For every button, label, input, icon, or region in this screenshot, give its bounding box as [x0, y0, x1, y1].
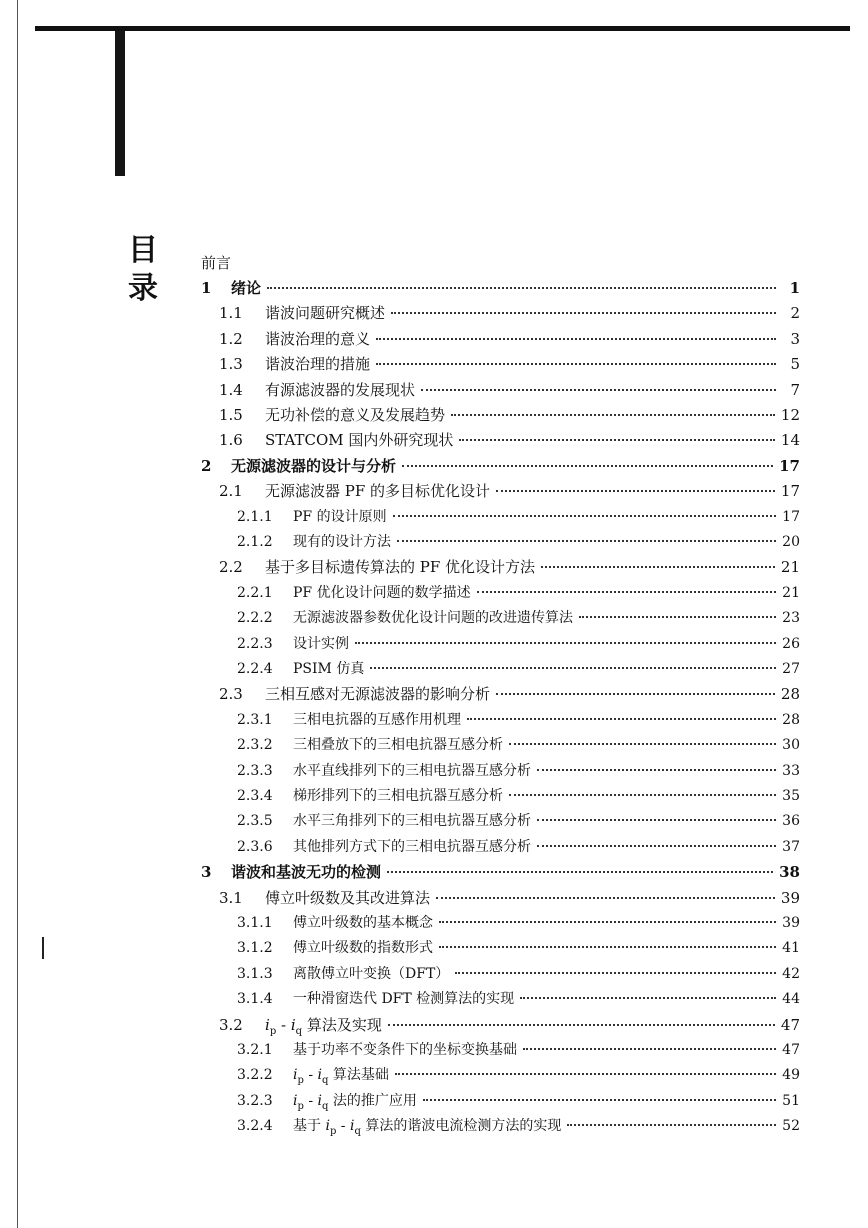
- toc-entry[interactable]: [219, 379, 800, 401]
- dot-leader: [397, 539, 776, 542]
- dot-leader: [370, 666, 776, 669]
- toc-entry-number: 2.2.4: [237, 661, 273, 677]
- toc-entry[interactable]: [237, 582, 800, 604]
- toc-entry-title: $i_p - i_q$ 算法基础: [293, 1067, 389, 1087]
- toc-entry[interactable]: [219, 1014, 800, 1036]
- dot-leader: [496, 692, 775, 695]
- page-left-border: [17, 0, 18, 1228]
- toc-entry-number: 2.3: [219, 685, 243, 704]
- toc-entry-page: 47: [780, 1015, 800, 1034]
- toc-entry[interactable]: [237, 912, 800, 934]
- dot-leader: [541, 565, 775, 568]
- toc-entry-number: 2.3.3: [237, 762, 273, 779]
- dot-leader: [496, 489, 775, 492]
- toc-entry-title: 一种滑窗迭代 DFT 检测算法的实现: [293, 991, 515, 1008]
- toc-entry-page: 52: [782, 1118, 800, 1135]
- dot-leader: [439, 945, 776, 948]
- toc-entry-page: 17: [782, 508, 800, 525]
- toc-entry-number: 2.2: [219, 558, 243, 577]
- toc-entry-page: 2: [790, 304, 800, 323]
- toc-entry[interactable]: [219, 683, 800, 705]
- toc-entry[interactable]: [237, 1064, 800, 1086]
- toc-entry[interactable]: [201, 277, 800, 299]
- toc-entry-number: 1.1: [219, 304, 243, 323]
- dot-leader: [376, 362, 776, 365]
- dot-leader: [421, 388, 776, 391]
- toc-entry-number: 3.2: [219, 1015, 243, 1034]
- toc-entry-title: 谐波治理的措施: [265, 355, 371, 374]
- toc-entry-number: 2: [201, 456, 212, 475]
- toc-entry-title: 傅立叶级数的指数形式: [293, 940, 433, 957]
- dot-leader: [393, 514, 776, 517]
- toc-entry-page: 37: [782, 838, 800, 855]
- toc-entry[interactable]: [237, 734, 800, 756]
- toc-entry[interactable]: [237, 531, 800, 553]
- toc-entry[interactable]: [219, 404, 800, 426]
- toc-entry-title: 水平直线排列下的三相电抗器互感分析: [293, 762, 531, 779]
- dot-leader: [567, 1123, 776, 1126]
- dot-leader: [477, 590, 776, 593]
- toc-entry-page: 3: [790, 329, 800, 348]
- toc-entry-title: 基于 $i_p - i_q$ 算法的谐波电流检测方法的实现: [293, 1118, 562, 1137]
- toc-entry-number: 2.3.5: [237, 813, 273, 830]
- toc-heading-char-1: 目: [128, 233, 158, 268]
- toc-entry-page: 17: [779, 456, 800, 475]
- toc-entry-number: 1: [201, 279, 212, 297]
- toc-entry-title: STATCOM 国内外研究现状: [265, 431, 454, 450]
- toc-entry-title: $i_p - i_q$ 法的推广应用: [293, 1092, 417, 1112]
- toc-entry-page: 42: [782, 965, 800, 982]
- dot-leader: [439, 920, 776, 923]
- toc-entry[interactable]: [237, 836, 800, 858]
- toc-entry-page: 33: [782, 762, 800, 779]
- dot-leader: [579, 615, 776, 618]
- dot-leader: [267, 286, 776, 289]
- dot-leader: [395, 1072, 776, 1075]
- toc-entry-page: 21: [782, 584, 800, 601]
- toc-entry-title: PF 的设计原则: [293, 508, 387, 525]
- toc-entry-page: 36: [782, 813, 800, 830]
- toc-entry-title: 有源滤波器的发展现状: [265, 380, 416, 399]
- toc-entry-number: 1.2: [219, 329, 243, 348]
- toc-entry[interactable]: [237, 709, 800, 731]
- toc-entry-page: 38: [779, 863, 800, 882]
- dot-leader: [391, 311, 776, 314]
- dot-leader: [436, 896, 775, 899]
- toc-entry-number: 2.1.1: [237, 508, 273, 525]
- toc-entry-page: 47: [782, 1042, 800, 1058]
- toc-entry-title: 梯形排列下的三相电抗器互感分析: [293, 788, 503, 804]
- toc-entry[interactable]: [201, 455, 800, 477]
- toc-entry[interactable]: [219, 429, 800, 451]
- toc-entry-number: 2.1: [219, 482, 243, 501]
- toc-entry-number: 2.3.2: [237, 737, 273, 754]
- toc-entry-number: 3.1.1: [237, 915, 273, 931]
- toc-entry-title: 离散傅立叶变换（DFT）: [293, 965, 450, 982]
- dot-leader: [509, 742, 776, 745]
- toc-entry-page: 44: [782, 991, 800, 1008]
- toc-entry-page: 51: [782, 1092, 800, 1109]
- toc-entry[interactable]: [219, 556, 800, 578]
- toc-entry-title: PSIM 仿真: [293, 661, 365, 677]
- toc-entry-number: 3.1: [219, 888, 243, 907]
- toc-entry[interactable]: [237, 810, 800, 832]
- dot-leader: [537, 818, 776, 821]
- dot-leader: [520, 996, 776, 999]
- toc-entry-number: 3.2.1: [237, 1042, 273, 1058]
- toc-entry-number: 2.2.3: [237, 635, 273, 652]
- toc-entry-title: $i_p - i_q$ 算法及实现: [265, 1015, 382, 1037]
- toc-entry[interactable]: [237, 658, 800, 680]
- toc-entry[interactable]: [219, 302, 800, 324]
- dot-leader: [537, 768, 776, 771]
- toc-entry[interactable]: [237, 506, 800, 528]
- toc-entry-title: 基于功率不变条件下的坐标变换基础: [293, 1042, 517, 1058]
- toc-entry-page: 21: [780, 558, 800, 577]
- toc-entry-page: 1: [789, 279, 800, 297]
- toc-entry-number: 3.2.3: [237, 1092, 273, 1109]
- toc-entry-page: 12: [780, 406, 800, 424]
- toc-entry-title: 无源滤波器参数优化设计问题的改进遗传算法: [293, 610, 573, 627]
- toc-entry[interactable]: [237, 1090, 800, 1112]
- toc-entry-title: 无源滤波器 PF 的多目标优化设计: [265, 482, 491, 501]
- toc-entry-title: 三相互感对无源滤波器的影响分析: [265, 685, 491, 704]
- toc-entry-number: 2.1.2: [237, 534, 273, 550]
- dot-leader: [509, 793, 776, 796]
- dot-leader: [423, 1098, 776, 1101]
- toc-entry-title: 无功补偿的意义及发展趋势: [265, 406, 446, 424]
- toc-entry-title: 现有的设计方法: [293, 534, 391, 550]
- dot-leader: [387, 870, 773, 873]
- toc-entry-page: 23: [782, 610, 800, 627]
- toc-entry-page: 41: [782, 940, 800, 957]
- toc-entry-page: 26: [782, 635, 800, 652]
- toc-entry[interactable]: [219, 328, 800, 350]
- toc-entry-title: 三相电抗器的互感作用机理: [293, 711, 461, 728]
- toc-entry-title: 基于多目标遗传算法的 PF 优化设计方法: [265, 558, 536, 577]
- toc-entry[interactable]: [219, 480, 800, 502]
- toc-entry-number: 1.6: [219, 431, 243, 450]
- toc-entry-page: 35: [782, 788, 800, 804]
- dot-leader: [355, 641, 776, 644]
- toc-entry-title: 三相叠放下的三相电抗器互感分析: [293, 737, 503, 754]
- toc-entry-number: 3: [201, 863, 212, 882]
- toc-entry[interactable]: [219, 353, 800, 375]
- toc-heading: [128, 232, 158, 308]
- toc-entry[interactable]: [237, 1115, 800, 1137]
- dot-leader: [467, 717, 776, 720]
- dot-leader: [402, 464, 773, 467]
- toc-entry-page: 17: [780, 482, 800, 501]
- toc-entry[interactable]: [237, 963, 800, 985]
- toc-entry-page: 28: [782, 711, 800, 728]
- toc-entry-title: 设计实例: [293, 635, 349, 652]
- dot-leader: [388, 1023, 775, 1026]
- toc-entry-page: 14: [780, 431, 800, 450]
- toc-entry-page: 28: [780, 685, 800, 704]
- toc-entry-title: 傅立叶级数及其改进算法: [265, 888, 431, 907]
- toc-entry-title: 水平三角排列下的三相电抗器互感分析: [293, 813, 531, 830]
- toc-entry-number: 3.1.3: [237, 965, 273, 982]
- toc-entry-page: 7: [790, 380, 800, 399]
- toc-entry-number: 2.2.1: [237, 584, 273, 601]
- toc-entry[interactable]: [237, 760, 800, 782]
- dot-leader: [455, 971, 776, 974]
- toc-entry-number: 1.4: [219, 380, 243, 399]
- toc-entry-number: 1.3: [219, 355, 243, 374]
- toc-entry-title: 其他排列方式下的三相电抗器互感分析: [293, 838, 531, 855]
- toc-entry[interactable]: [201, 861, 800, 883]
- toc-entry-title: 傅立叶级数的基本概念: [293, 915, 433, 931]
- preface-entry[interactable]: 前言: [201, 254, 232, 272]
- toc-heading-char-2: 录: [128, 271, 158, 306]
- header-rule: [35, 26, 850, 31]
- margin-mark: [42, 937, 44, 959]
- dot-leader: [451, 413, 775, 416]
- chapter-tab-bar: [115, 31, 125, 176]
- toc-entry[interactable]: [237, 988, 800, 1010]
- toc-entry-number: 3.2.4: [237, 1118, 273, 1135]
- toc-entry-title: 谐波问题研究概述: [265, 304, 386, 323]
- toc-entry[interactable]: [237, 633, 800, 655]
- toc-entry-number: 2.3.4: [237, 788, 273, 804]
- toc-entry-title: PF 优化设计问题的数学描述: [293, 584, 471, 601]
- toc-entry-title: 绪论: [231, 279, 262, 297]
- toc-entry-number: 3.2.2: [237, 1067, 273, 1084]
- toc-entry-page: 5: [790, 355, 800, 374]
- dot-leader: [523, 1047, 776, 1050]
- toc-entry-page: 49: [782, 1067, 800, 1084]
- toc-entry[interactable]: [237, 785, 800, 807]
- toc-entry-number: 2.3.1: [237, 711, 273, 728]
- toc-entry-page: 30: [782, 737, 800, 754]
- toc-entry[interactable]: [237, 607, 800, 629]
- toc-entry-title: 谐波治理的意义: [265, 329, 371, 348]
- toc-entry[interactable]: [237, 1039, 800, 1061]
- toc-entry-page: 39: [782, 915, 800, 931]
- toc-entry-page: 27: [782, 661, 800, 677]
- dot-leader: [537, 844, 776, 847]
- toc-entry-page: 20: [782, 534, 800, 550]
- toc-entry-number: 3.1.2: [237, 940, 273, 957]
- toc-entry-number: 2.2.2: [237, 610, 273, 627]
- dot-leader: [376, 337, 776, 340]
- toc-entry-number: 2.3.6: [237, 838, 273, 855]
- toc-entry-number: 1.5: [219, 406, 243, 424]
- toc-entry-page: 39: [780, 888, 800, 907]
- toc-entry[interactable]: [237, 937, 800, 959]
- toc-entry-number: 3.1.4: [237, 991, 273, 1008]
- toc-entry-title: 无源滤波器的设计与分析: [231, 456, 397, 475]
- dot-leader: [459, 438, 775, 441]
- toc-entry[interactable]: [219, 887, 800, 909]
- toc-entry-title: 谐波和基波无功的检测: [231, 863, 382, 882]
